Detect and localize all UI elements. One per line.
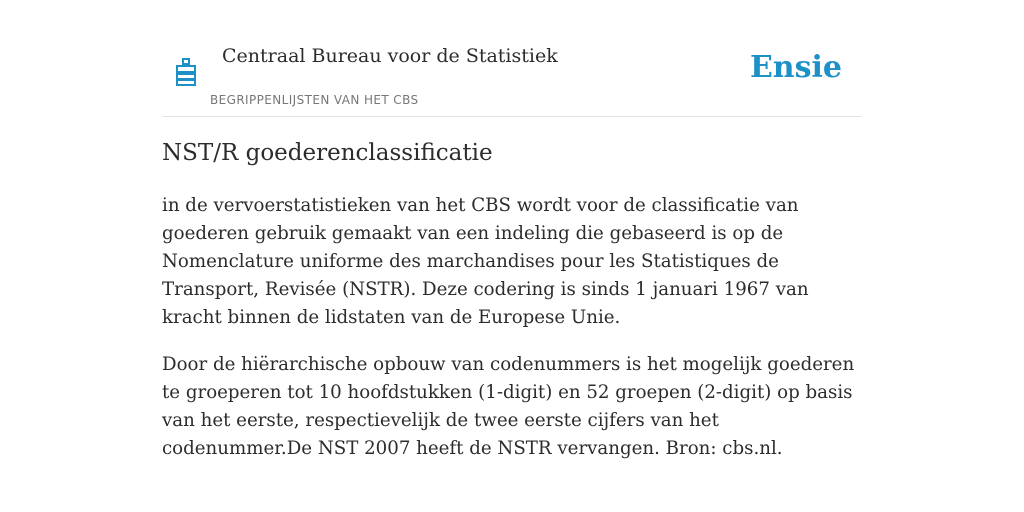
article-body: [162, 192, 862, 482]
glossary-subtitle[interactable]: BEGRIPPENLIJSTEN VAN HET CBS: [210, 93, 419, 107]
article-paragraph-2: Door de hiërarchische opbouw van codenummers is het mogelijk goederen te groeperen tot 10 hoofdstukken (1-digit) en 52 groepen (2-digit) op basis van het eerste, respectievelijk de twee eerste cijfers van het codenummer.De NST 2007 heeft de NSTR vervangen. Bron: cbs.nl.: [162, 354, 855, 459]
brand-logo[interactable]: Ensie: [749, 50, 842, 85]
organization-name[interactable]: Centraal Bureau voor de Statistiek: [222, 45, 558, 67]
article-paragraph-1: in de vervoerstatistieken van het CBS wordt voor de classificatie van goederen gebruik gemaakt van een indeling die gebaseerd is op de Nomenclature uniforme des marchandises pour les Statistiques de Transport, Revisée (NSTR). Deze codering is sinds 1 januari 1967 van kracht binnen de lidstaten van de Europese Unie.: [162, 195, 809, 328]
cbs-logo-icon[interactable]: [176, 58, 196, 86]
header: [162, 0, 862, 117]
page-title: NST/R goederenclassificatie: [162, 140, 493, 166]
cbs-logo-graphic: [176, 58, 196, 86]
